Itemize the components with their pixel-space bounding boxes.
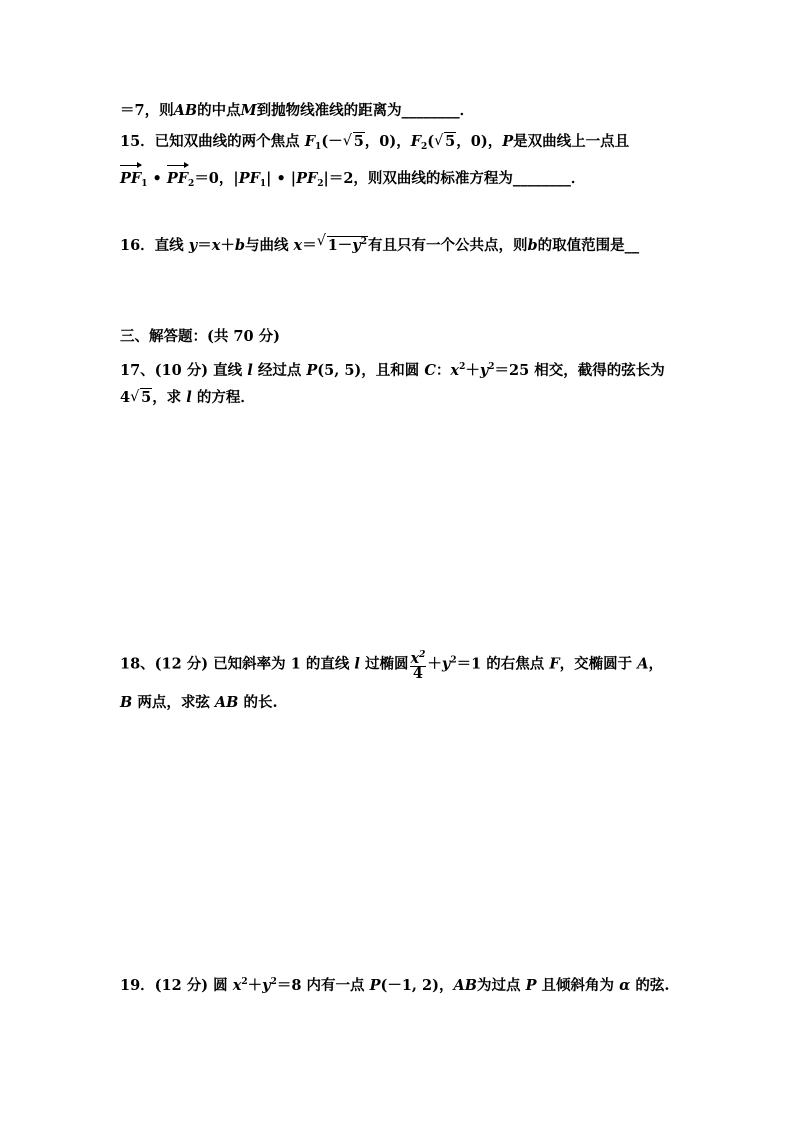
vector-arrow-icon: PF <box>167 163 188 189</box>
sqrt-symbol: √ 5 <box>130 388 152 408</box>
sqrt-symbol: √ 5 <box>343 132 365 152</box>
problem-17-line-2: 4√ 5，求 l 的方程． <box>120 388 255 408</box>
fraction: $\frac{x^2}{4}$ <box>410 650 426 682</box>
sqrt-symbol: √ 5 <box>434 132 456 152</box>
sqrt-symbol: √ $1-y^2$ <box>317 232 368 256</box>
problem-18-line-2: B 两点，求弦 AB 的长. <box>120 694 278 711</box>
problem-15-line-1: 15．已知双曲线的两个焦点 $F_1(-√$ 5，0)，$F_2(√$ 5，0)，P是双曲线上一点且 <box>120 132 629 157</box>
problem-16: 16．直线 y＝x＋b与曲线 x＝√ $1-y^2$有且只有一个公共点，则b的取值范围是__ <box>120 232 639 256</box>
problem-17-line-1: 17、(10 分) 直线 l 经过点 P(5, 5)，且和圆 C：$x^2+y^2=25$ 相交，截得的弦长为 <box>120 362 665 379</box>
section-heading: 三、解答题：(共 70 分) <box>120 328 280 345</box>
problem-15-line-2: $PF_1$ • $PF_2=0$，$|PF_1|$ • $|PF_2|=2$，则双曲线的标准方程为________． <box>120 163 585 194</box>
problem-19: 19．(12 分) 圆 $x^2+y^2=8$ 内有一点 P(－1, 2)，AB为过点 P 且倾斜角为 α 的弦. <box>120 977 670 994</box>
problem-14-tail: ＝7，则AB的中点M到抛物线准线的距离为________． <box>120 102 475 119</box>
problem-18-line-1: 18、(12 分) 已知斜率为 1 的直线 l 过椭圆 $\frac{x^2}{4}$ $+y^2=1$ 的右焦点 F，交椭圆于 A， <box>120 650 663 682</box>
vector-arrow-icon: PF <box>120 163 141 189</box>
